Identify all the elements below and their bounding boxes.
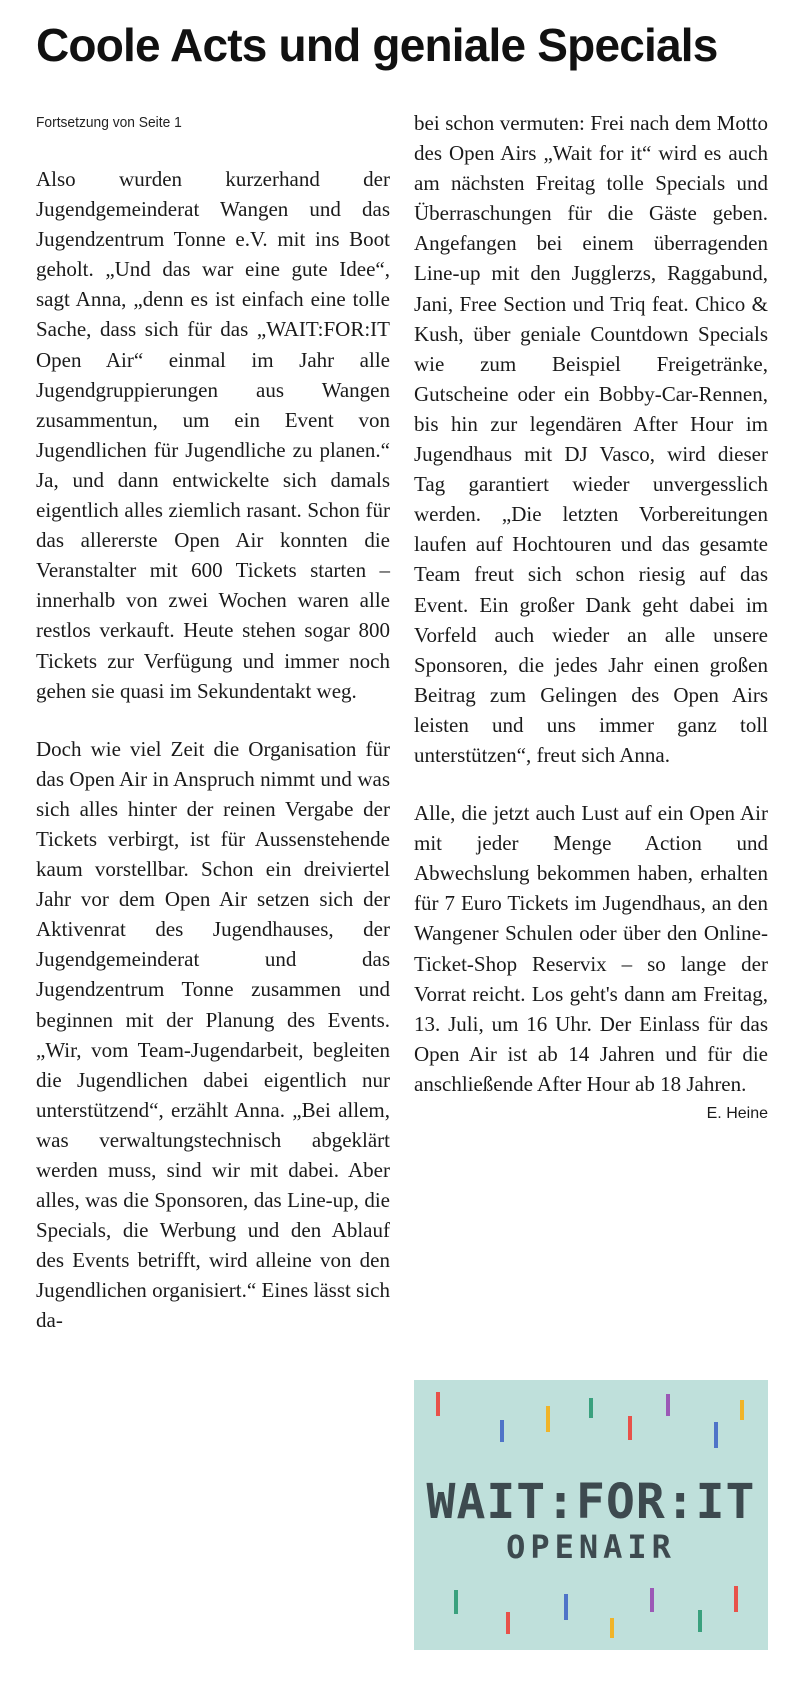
continuation-note: Fortsetzung von Seite 1 <box>36 114 182 131</box>
column-left <box>36 108 390 1336</box>
logo-title: WAIT:FOR:IT <box>426 1474 756 1530</box>
column-right <box>414 108 768 1129</box>
event-logo <box>414 1380 768 1650</box>
headline: Coole Acts und geniale Specials <box>36 19 718 71</box>
author-signature: E. Heine <box>706 1105 768 1122</box>
paragraph-3-text: Alle, die jetzt auch Lust auf ein Open Air mit jeder Menge Action und Abwechslung bekommen haben, erhalten für 7 Euro Tickets im Jugendhaus, an den Wangener Schulen oder über den Online-Ticket-Shop Reservix – so lange der Vorrat reicht. Los geht's dann am Freitag, 13. Juli, um 16 Uhr. Der Einlass für das Open Air ist ab 14 Jahren und für die anschließende After Hour ab 18 Jahren. <box>414 801 768 1096</box>
paragraph-2-part-1: Doch wie viel Zeit die Organisation für das Open Air in Anspruch nimmt und was sich alles hinter der reinen Vergabe der Tickets verbirgt, ist für Aussenstehende kaum vorstellbar. Schon ein dreiviertel Jahr vor dem Open Air setzen sich der Aktivenrat des Jugendhauses, der Jugendgemeinderat und das Jugendzentrum Tonne zusammen und beginnen mit der Planung des Events. „Wir, vom Team-Jugendarbeit, begleiten die Jugendlichen dabei eigentlich nur unterstützend“, erzählt Anna. „Bei allem, was verwaltungstechnisch abgeklärt werden muss, sind wir mit dabei. Aber alles, was die Sponsoren, das Line-up, die Specials, die Werbung und den Ablauf des Events betrifft, wird alleine von den Jugendlichen organisiert.“ Eines lässt sich da- <box>36 736 390 1333</box>
paragraph-1: Also wurden kurzerhand der Jugendgemeinderat Wangen und das Jugendzentrum Tonne e.V. mit ins Boot geholt. „Und das war eine gute Idee“, sagt Anna, „denn es ist einfach eine tolle Sache, dass sich für das „WAIT:FOR:IT Open Air“ einmal im Jahr alle Jugendgruppierungen aus Wangen zusammentun, um ein Event von Jugendlichen für Jugendliche zu planen.“ Ja, und dann entwickelte sich damals eigentlich alles ziemlich rasant. Schon für das allererste Open Air konnten die Veranstalter mit 600 Tickets starten – innerhalb von zwei Wochen waren alle restlos verkauft. Heute stehen sogar 800 Tickets zur Verfügung und immer noch gehen sie quasi im Sekundentakt weg. <box>36 167 390 703</box>
logo-subtitle: OPENAIR <box>506 1528 676 1566</box>
paragraph-2-part-2: bei schon vermuten: Frei nach dem Motto des Open Airs „Wait for it“ wird es auch am nächsten Freitag tolle Specials und Überraschungen für die Gäste geben. Angefangen bei einem überragenden Line-up mit den Jugglerzs, Raggabund, Jani, Free Section und Triq feat. Chico & Kush, über geniale Countdown Specials wie zum Beispiel Freigetränke, Gutscheine oder ein Bobby-Car-Rennen, bis hin zur legendären After Hour im Jugendhaus mit DJ Vasco, wird dieser Tag garantiert wieder unvergesslich werden. „Die letzten Vorbereitungen laufen auf Hochtouren und das gesamte Team freut sich schon riesig auf das Event. Ein großer Dank geht dabei im Vorfeld auch wieder an alle unsere Sponsoren, die jedes Jahr einen großen Beitrag zum Gelingen des Open Airs leisten und uns immer ganz toll unterstützen“, freut sich Anna. <box>414 111 768 767</box>
paragraph-3 <box>414 798 768 1122</box>
